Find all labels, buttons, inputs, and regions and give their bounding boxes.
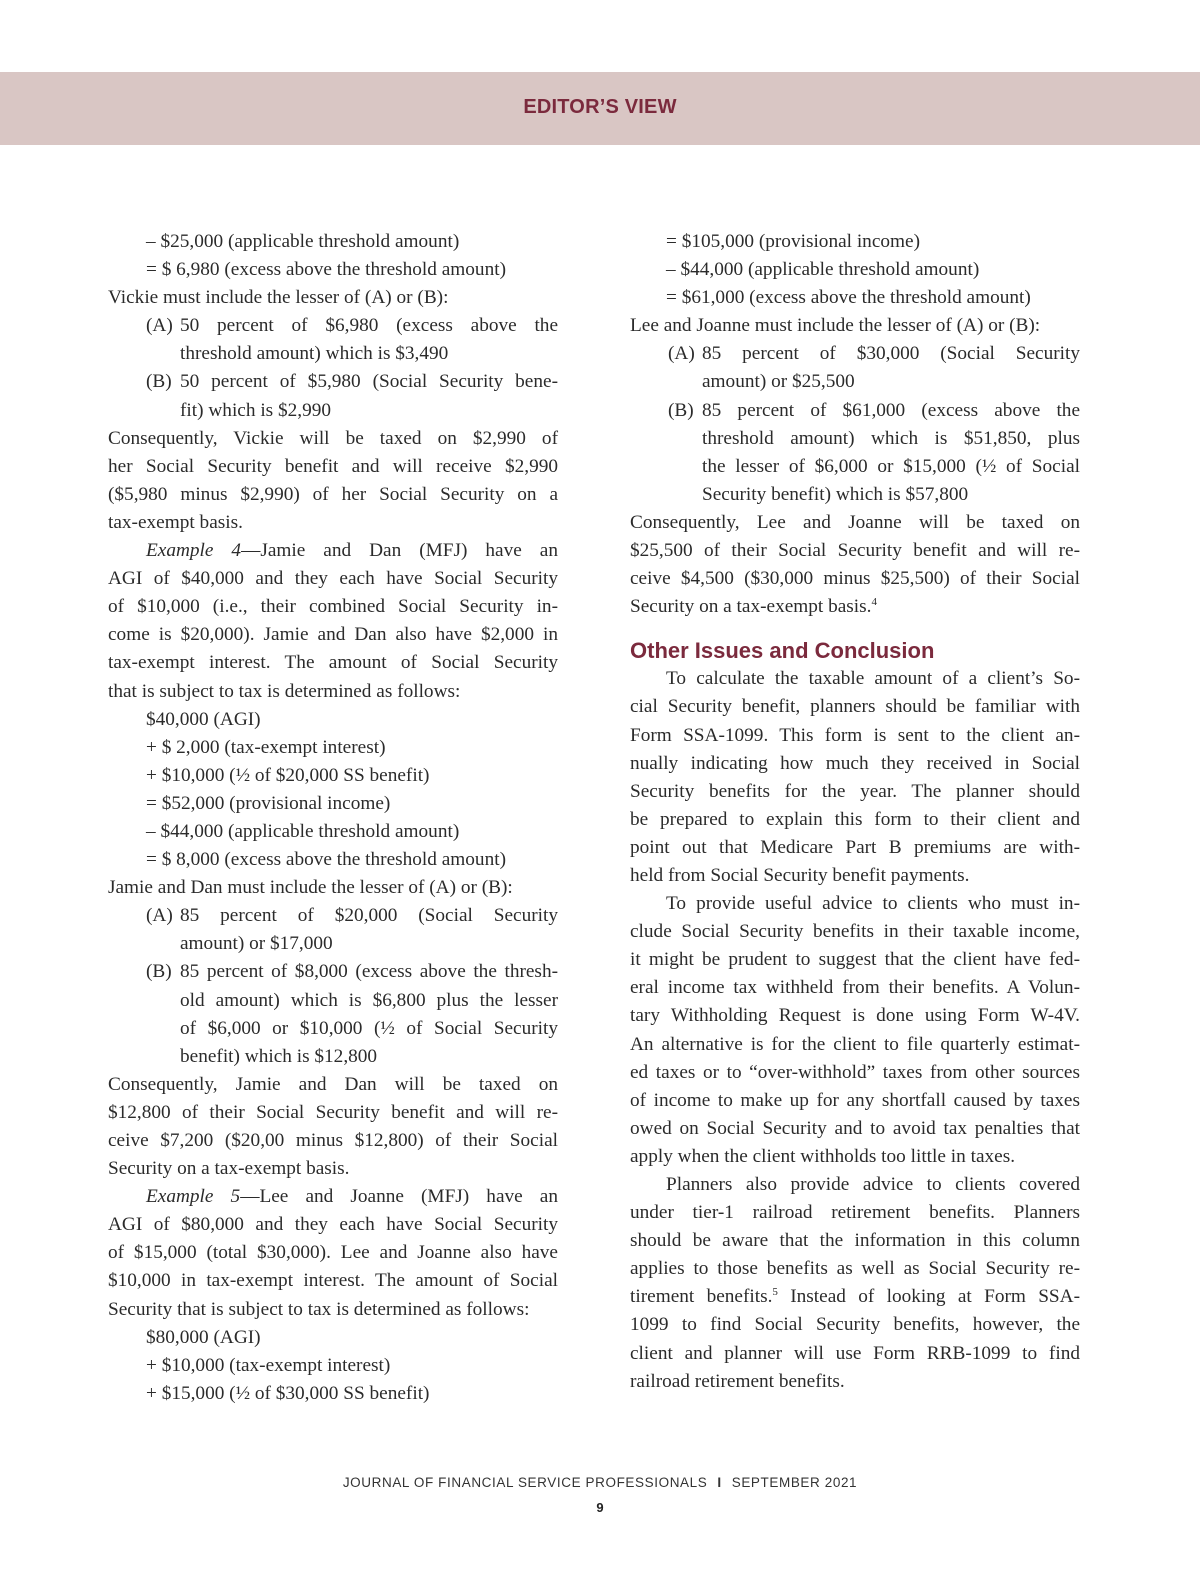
example-label: Example 4 (146, 540, 242, 562)
text-line: eral income tax withheld from their benefits. A Volun- (630, 977, 1080, 999)
calc-line: $80,000 (AGI) (146, 1326, 261, 1348)
footnote-marker: 5 (772, 1286, 778, 1299)
calc-line: = $105,000 (provisional income) (666, 231, 920, 252)
option-label: (B) (668, 399, 694, 421)
example-5-first-line: Example 5—Lee and Joanne (MFJ) have an (146, 1186, 558, 1208)
text-line: the lesser of $6,000 or $15,000 (½ of Social (702, 455, 1080, 477)
page-header-title: EDITOR’S VIEW (523, 96, 677, 118)
example-4-first-line: Example 4—Jamie and Dan (MFJ) have an (146, 540, 558, 562)
text-line: 1099 to find Social Security benefits, however, the (630, 1314, 1080, 1336)
calc-line: = $ 8,000 (excess above the threshold amount) (146, 849, 506, 871)
text-line: To provide useful advice to clients who must in- (666, 893, 1080, 915)
calc-line: + $10,000 (tax-exempt interest) (146, 1354, 391, 1376)
text-line: it might be prudent to suggest that the client have fed- (630, 949, 1080, 971)
text-line: of income to make up for any shortfall caused by taxes (630, 1089, 1080, 1111)
calc-line: + $ 2,000 (tax-exempt interest) (146, 736, 386, 758)
option-label: (A) (668, 343, 695, 365)
calc-line: $40,000 (AGI) (146, 708, 261, 730)
text-line: To calculate the taxable amount of a client’s So- (666, 668, 1080, 690)
text-line: benefit) which is $12,800 (180, 1045, 378, 1067)
text-line: point out that Medicare Part B premiums are with- (630, 836, 1080, 858)
option-b (630, 397, 1080, 425)
text-line: be prepared to explain this form to their client and (630, 808, 1080, 830)
text-line: ceive $7,200 ($20,00 minus $12,800) of their Social (108, 1130, 558, 1151)
text-line: 85 percent of $61,000 (excess above the (702, 399, 1080, 421)
text-line: 85 percent of $20,000 (Social Security (180, 905, 558, 927)
calc-line: – $25,000 (applicable threshold amount) (146, 231, 460, 252)
text-line: $10,000 in tax-exempt interest. The amount of Social (108, 1270, 558, 1292)
text-line: Form SSA-1099. This form is sent to the client an- (630, 724, 1080, 746)
text-line: Planners also provide advice to clients covered (666, 1174, 1080, 1195)
text-line: tax-exempt basis. (108, 511, 243, 533)
option-label: (A) (146, 315, 173, 337)
calc-line: – $44,000 (applicable threshold amount) (666, 259, 980, 281)
journal-name: JOURNAL OF FINANCIAL SERVICE PROFESSIONALS (342, 1475, 708, 1490)
text-line: Lee and Joanne must include the lesser of (A) or (B): (630, 315, 1041, 337)
text-line: 85 percent of $30,000 (Social Security (702, 343, 1080, 365)
text-line: tirement benefits.$^5$ Instead of looking at Form SSA- (630, 1286, 1080, 1308)
text-line: under tier-1 railroad retirement benefits. Planners (630, 1202, 1080, 1224)
option-label: (B) (146, 961, 172, 983)
text-line: $25,500 of their Social Security benefit and will re- (630, 540, 1080, 562)
text-line: that is subject to tax is determined as follows: (108, 680, 461, 702)
option-a (108, 312, 558, 340)
text-line: Security that is subject to tax is determined as follows: (108, 1298, 530, 1320)
text-line: ed taxes or to “over-withhold” taxes from other sources (630, 1061, 1080, 1083)
footer-separator: I (717, 1475, 722, 1490)
text-line: Consequently, Lee and Joanne will be taxed on (630, 511, 1080, 533)
text-line: tary Withholding Request is done using Form W-4V. (630, 1005, 1080, 1027)
text-line: 50 percent of $6,980 (excess above the (180, 315, 558, 337)
text-line: applies to those benefits as well as Social Security re- (630, 1258, 1080, 1280)
text-line: Security benefits for the year. The planner should (630, 780, 1080, 802)
text-line: apply when the client withholds too little in taxes. (630, 1145, 1016, 1167)
text-line: railroad retirement benefits. (630, 1370, 845, 1392)
option-b (108, 368, 558, 396)
text-line: owed on Social Security and to avoid tax penalties that (630, 1117, 1080, 1139)
option-a (108, 902, 558, 930)
text-line: old amount) which is $6,800 plus the lesser (180, 989, 558, 1011)
text-line: held from Social Security benefit payments. (630, 864, 970, 886)
text-line: $12,800 of their Social Security benefit and will re- (108, 1101, 558, 1123)
text-line: ($5,980 minus $2,990) of her Social Security on a (108, 483, 558, 505)
text-line: Consequently, Vickie will be taxed on $2,990 of (108, 427, 558, 449)
text-line: Security benefit) which is $57,800 (702, 483, 969, 505)
text-line: An alternative is for the client to file quarterly estimat- (630, 1033, 1080, 1055)
calc-line: + $10,000 (½ of $20,000 SS benefit) (146, 764, 430, 786)
calc-line: = $52,000 (provisional income) (146, 792, 391, 814)
text-line: threshold amount) which is $3,490 (180, 343, 449, 365)
text-line: client and planner will use Form RRB-1099 to find (630, 1342, 1080, 1364)
calc-line: – $44,000 (applicable threshold amount) (146, 820, 460, 842)
text-line: AGI of $80,000 and they each have Social Security (108, 1214, 558, 1236)
page-footer (0, 1475, 1200, 1490)
text-line: threshold amount) which is $51,850, plus (702, 427, 1080, 449)
option-a (630, 340, 1080, 368)
page-number: 9 (596, 1500, 604, 1515)
text-line: 50 percent of $5,980 (Social Security bene- (180, 371, 558, 393)
option-label: (A) (146, 905, 173, 927)
text-line: cial Security benefit, planners should be familiar with (630, 696, 1080, 718)
text-line: ceive $4,500 ($30,000 minus $25,500) of their Social (630, 568, 1080, 590)
text-line: come is $20,000). Jamie and Dan also have $2,000 in (108, 624, 558, 646)
text-line: tax-exempt interest. The amount of Social Security (108, 652, 558, 674)
text-line: 85 percent of $8,000 (excess above the thresh- (180, 961, 558, 983)
section-heading: Other Issues and Conclusion (630, 638, 935, 664)
text-line: should be aware that the information in this column (630, 1230, 1080, 1252)
text-line: her Social Security benefit and will receive $2,990 (108, 455, 558, 477)
right-column (630, 228, 1080, 1396)
text-line: amount) or $17,000 (180, 933, 333, 955)
text-line: Security on a tax-exempt basis. (108, 1158, 350, 1180)
calc-line: = $ 6,980 (excess above the threshold amount) (146, 259, 506, 281)
text-line: Security on a tax-exempt basis.$^4$ (630, 596, 877, 618)
text-line: of $15,000 (total $30,000). Lee and Joanne also have (108, 1242, 558, 1264)
text-line: of $6,000 or $10,000 (½ of Social Security (180, 1017, 558, 1039)
left-column (108, 228, 558, 1408)
calc-line: + $15,000 (½ of $30,000 SS benefit) (146, 1382, 430, 1404)
header-band (0, 72, 1200, 145)
example-label: Example 5 (146, 1186, 241, 1208)
text-line: nually indicating how much they received in Social (630, 752, 1080, 774)
issue-date: SEPTEMBER 2021 (731, 1475, 858, 1490)
text-line: clude Social Security benefits in their taxable income, (630, 921, 1080, 943)
text-line: Vickie must include the lesser of (A) or (B): (108, 287, 449, 309)
calc-line: = $61,000 (excess above the threshold amount) (666, 287, 1031, 309)
text-line: amount) or $25,500 (702, 371, 855, 393)
option-b (108, 958, 558, 986)
text-line: Consequently, Jamie and Dan will be taxed on (108, 1073, 558, 1095)
footnote-marker: 4 (871, 596, 877, 609)
text-line: of $10,000 (i.e., their combined Social Security in- (108, 596, 558, 618)
text-line: Jamie and Dan must include the lesser of (A) or (B): (108, 877, 513, 899)
option-label: (B) (146, 371, 172, 393)
text-line: AGI of $40,000 and they each have Social Security (108, 568, 558, 590)
text-line: fit) which is $2,990 (180, 399, 332, 421)
